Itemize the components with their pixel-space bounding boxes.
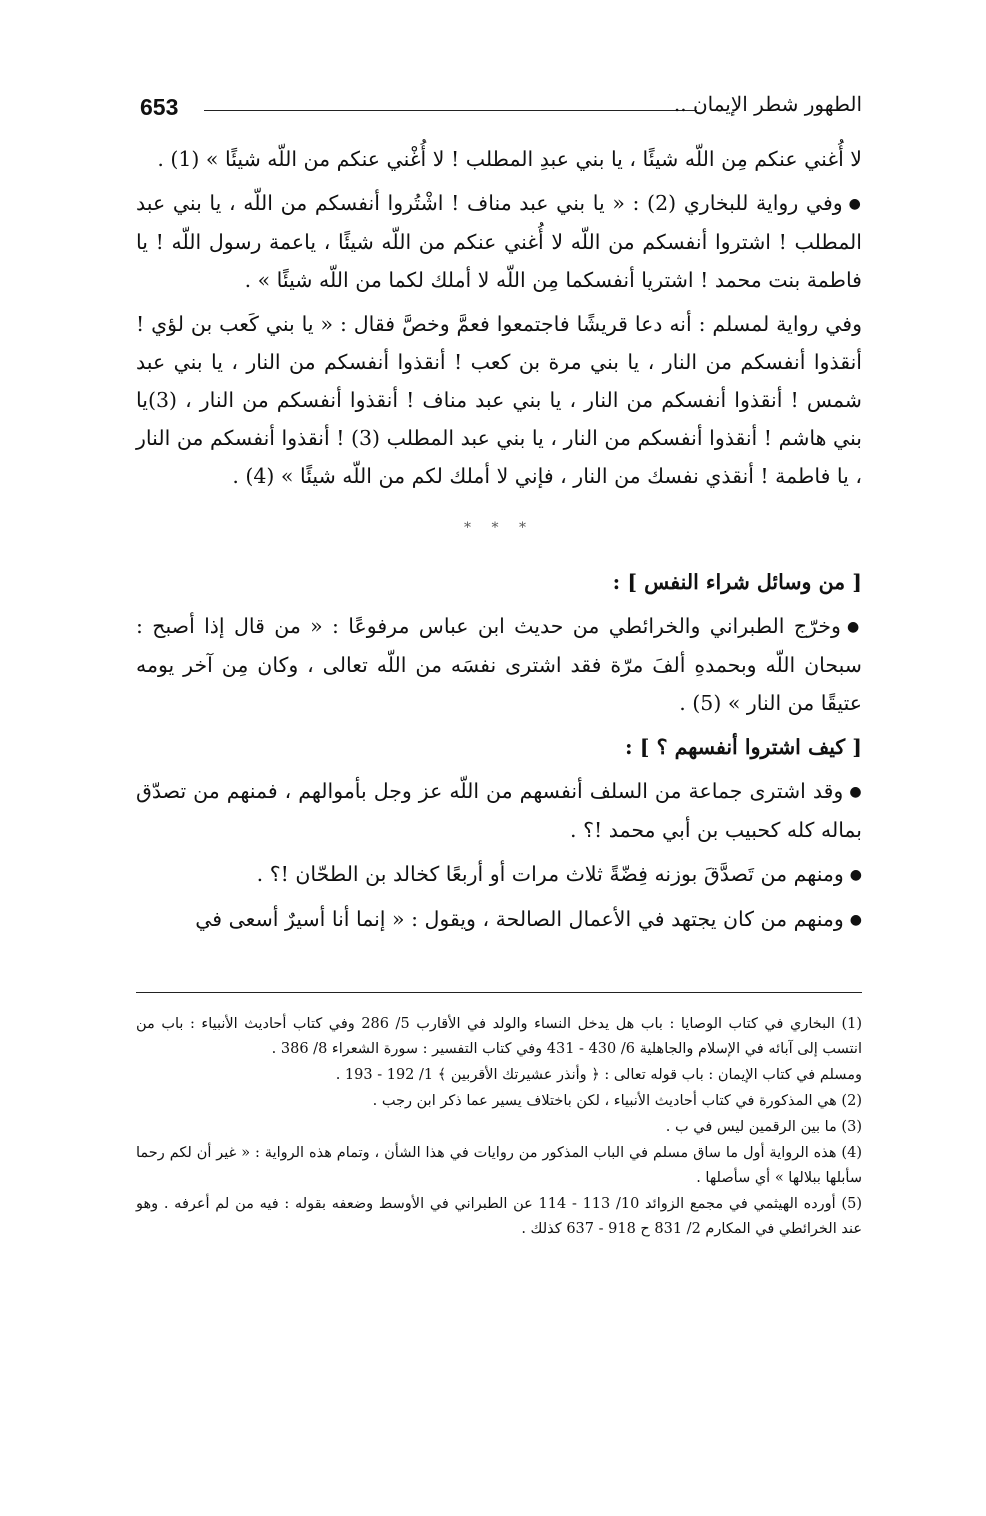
- paragraph-bulleted: [136, 772, 862, 849]
- paragraph-text: وفي رواية للبخاري (2) : « يا بني عبد مناف ! اشْتُروا أنفسكم من اللّه ، يا بني عبد المطلب ! اشتروا أنفسكم من اللّه لا أُغني عنكم من اللّه شيئًا ، ياعمة رسول اللّه ! يا فاطمة بنت محمد ! اشتريا أنفسكما مِن اللّه لا أملك لكما من اللّه شيئًا » .: [136, 191, 862, 292]
- footnote-1-continued: ومسلم في كتاب الإيمان : باب قوله تعالى : ﴿ وأنذر عشيرتك الأقربين ﴾ 1/ 192 - 193 .: [335, 1067, 862, 1083]
- footnote-5: (5) أورده الهيثمي في مجمع الزوائد 10/ 113 - 114 عن الطبراني في الأوسط وضعفه بقوله : فيه من لم أعرفه . وهو عند الخرائطي في المكارم 2/ 831 ح 918 - 637 كذلك .: [136, 1196, 862, 1237]
- footnote-rule: [136, 992, 862, 993]
- paragraph-bulleted: [136, 900, 862, 939]
- bullet-icon: ●: [846, 619, 862, 635]
- footnote-3: (3) ما بين الرقمين ليس في ب .: [665, 1119, 862, 1135]
- paragraph-text: ومنهم من كان يجتهد في الأعمال الصالحة ، ويقول : « إنما أنا أسيرٌ أسعى في: [195, 907, 844, 931]
- paragraph-text: وخرّج الطبراني والخرائطي من حديث ابن عباس مرفوعًا : « من قال إذا أصبح : سبحان اللّه وبحمدهِ ألفَ مرّة فقد اشترى نفسَه من اللّه تعالى ، وكان مِن آخر يومه عتيقًا من النار » (5) .: [136, 614, 862, 715]
- section-heading: [ من وسائل شراء النفس ] :: [612, 570, 862, 594]
- page-header: [140, 90, 862, 130]
- bullet-icon: ●: [849, 784, 863, 800]
- section-separator: * * *: [464, 520, 534, 536]
- footnote-1: (1) البخاري في كتاب الوصايا : باب هل يدخل النساء والولد في الأقارب 5/ 286 وفي كتاب أحاديث الأنبياء : باب من انتسب إلى آبائه في الإسلام والجاهلية 6/ 430 - 431 وفي كتاب التفسير : سورة الشعراء 8/ 386 .: [136, 1016, 863, 1057]
- section-heading: [ كيف اشتروا أنفسهم ؟ ] :: [625, 735, 862, 759]
- paragraph: لا أُغني عنكم مِن اللّه شيئًا ، يا بني عبدِ المطلب ! لا أُغْني عنكم من اللّه شيئًا » (1) .: [157, 147, 862, 171]
- main-text: [136, 140, 862, 945]
- footnote-2: (2) هي المذكورة في كتاب أحاديث الأنبياء ، لكن باختلاف يسير عما ذكر ابن رجب .: [372, 1093, 862, 1109]
- footnote-4: (4) هذه الرواية أول ما ساق مسلم في الباب المذكور من روايات في هذا الشأن ، وتمام هذه الرواية : « غير أن لكم رحما سأبلها ببلالها » أي سأصلها .: [136, 1145, 862, 1186]
- page-number: 653: [140, 94, 179, 120]
- paragraph-bulleted: [136, 855, 862, 894]
- footnotes: [136, 1012, 862, 1243]
- paragraph-text: ومنهم من تَصدَّقَ بوزنه فِضّةً ثلاث مرات أو أربعًا كخالد بن الطحّان !؟ .: [256, 862, 844, 886]
- bullet-icon: ●: [849, 867, 862, 883]
- header-rule: [204, 110, 697, 111]
- paragraph-text: وقد اشترى جماعة من السلف أنفسهم من اللّه عز وجل بأموالهم ، فمنهم من تصدّق بماله كله كحبيب بن أبي محمد !؟ .: [136, 779, 862, 842]
- running-title: الطهور شطر الإيمان ..: [673, 92, 862, 116]
- paragraph: وفي رواية لمسلم : أنه دعا قريشًا فاجتمعوا فعمَّ وخصَّ فقال : « يا بني كَعب بن لؤي ! أنقذوا أنفسكم من النار ، يا بني مرة بن كعب ! أنقذوا أنفسكم من النار ، يا بني عبد شمس ! أنقذوا أنفسكم من النار ، يا بني عبد مناف ! أنقذوا أنفسكم من النار ، (3)يا بني هاشم ! أنقذوا أنفسكم من النار ، يا بني عبد المطلب (3) ! أنقذوا أنفسكم من النار ، يا فاطمة ! أنقذي نفسك من النار ، فإني لا أملك لكم من اللّه شيئًا » (4) .: [136, 312, 862, 488]
- bullet-icon: ●: [849, 912, 862, 928]
- paragraph-bulleted: [136, 184, 862, 299]
- paragraph-bulleted: [136, 607, 862, 722]
- bullet-icon: ●: [848, 196, 862, 212]
